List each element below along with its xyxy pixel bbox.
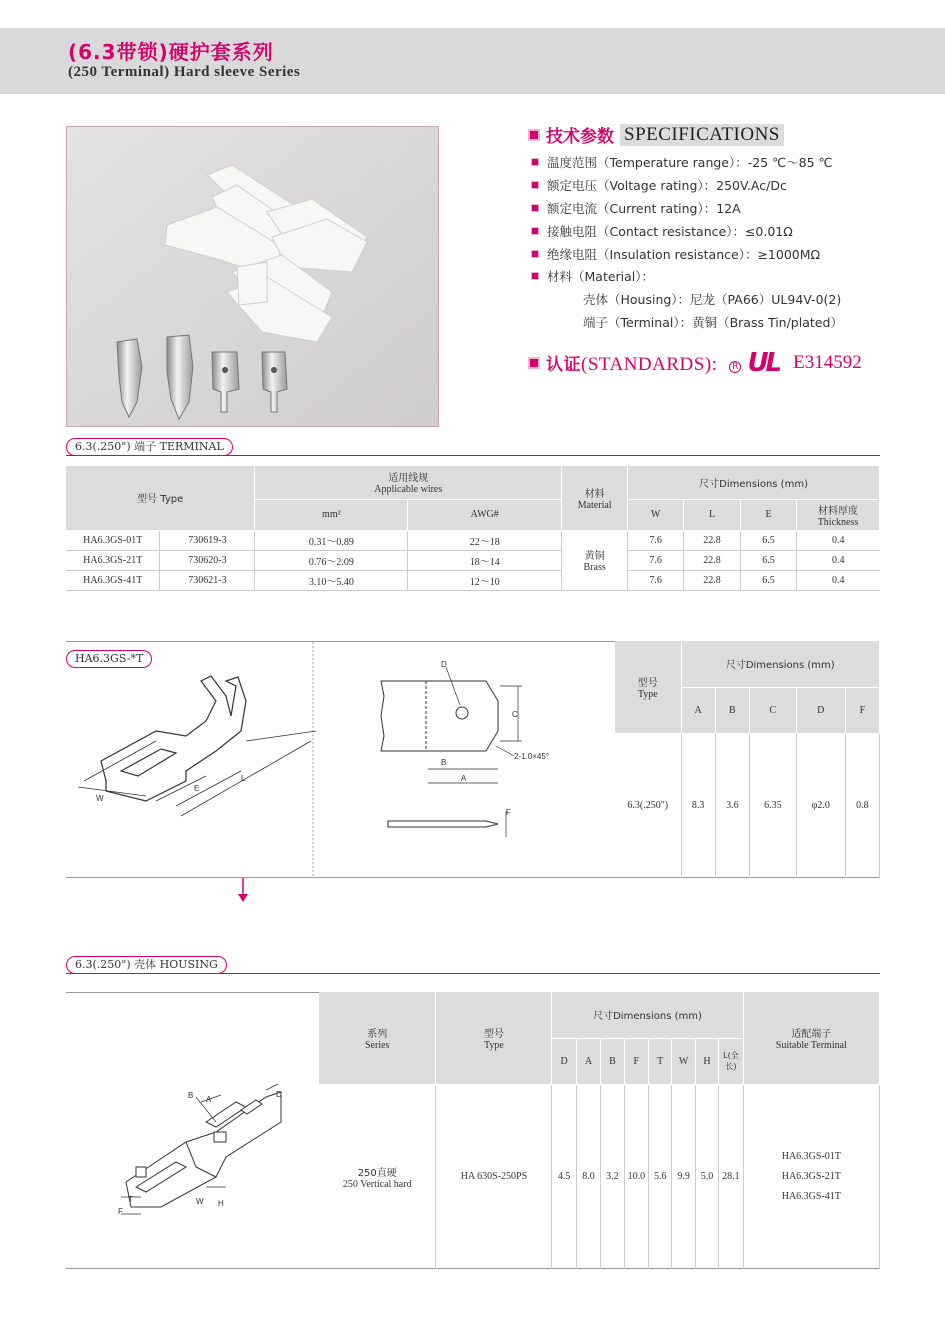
- product-photo: [66, 126, 439, 427]
- spec-text: 额定电压（Voltage rating）：250V.Ac/Dc: [547, 178, 787, 193]
- col-d: D: [552, 1038, 576, 1084]
- label-t: T: [128, 1195, 133, 1204]
- col-series: 系列 Series: [319, 992, 436, 1084]
- bullet-icon: [531, 272, 539, 280]
- spec-item: [531, 199, 741, 217]
- cell-mm2: 0.31～0.89: [255, 530, 408, 550]
- terminal-section-tag: 6.3(.250") 端子 TERMINAL: [66, 438, 233, 456]
- bullet-icon: [528, 357, 540, 369]
- label-l: L: [241, 774, 246, 783]
- col-dimensions: 尺寸Dimensions (mm): [681, 641, 880, 687]
- label-w: W: [96, 794, 104, 803]
- col-awg: AWG#: [408, 499, 562, 530]
- page-title-en: (250 Terminal) Hard sleeve Series: [68, 64, 301, 80]
- col-dimensions: 尺寸Dimensions (mm): [552, 992, 743, 1038]
- col-type: 型号 Type: [436, 992, 552, 1084]
- col-h: H: [695, 1038, 718, 1084]
- cell-e: 6.5: [741, 570, 797, 590]
- col-material: 材料 Material: [562, 466, 628, 530]
- table-row: [615, 733, 880, 878]
- standards-label-en: (STANDARDS):: [581, 354, 718, 375]
- label-w: W: [196, 1197, 204, 1206]
- col-mm2: mm²: [255, 499, 408, 530]
- page-title-cn: (6.3带锁)硬护套系列: [68, 40, 274, 64]
- cell-w: 7.6: [628, 530, 684, 550]
- cell-awg: 22～18: [408, 530, 562, 550]
- col-thickness: 材料厚度 Thickness: [796, 499, 879, 530]
- col-d: D: [796, 687, 845, 733]
- bullet-icon: [528, 129, 540, 141]
- cell-l: 22.8: [684, 570, 741, 590]
- cell-thickness: 0.4: [796, 570, 879, 590]
- col-b: B: [601, 1038, 624, 1084]
- specs-heading: [528, 122, 784, 147]
- col-w: W: [628, 499, 684, 530]
- table-row: [66, 550, 880, 570]
- col-e: E: [741, 499, 797, 530]
- label-f: F: [118, 1207, 123, 1216]
- label-c: C: [512, 710, 518, 719]
- cell-f: 0.8: [845, 733, 879, 878]
- col-type: 型号 Type: [66, 466, 255, 530]
- col-b: B: [715, 687, 749, 733]
- spec-material-terminal: 端子（Terminal）：黄铜（Brass Tin/plated）: [583, 315, 843, 330]
- col-a: A: [576, 1038, 600, 1084]
- cell-t: 5.6: [649, 1084, 672, 1269]
- cell-b: 3.2: [601, 1084, 624, 1269]
- housing-drawing: [66, 992, 319, 1269]
- col-l: L(全长): [719, 1038, 743, 1084]
- label-a: A: [206, 1095, 212, 1104]
- cell-series: 250直硬 250 Vertical hard: [319, 1084, 436, 1269]
- cell-d: 4.5: [552, 1084, 576, 1269]
- spec-text: 绝缘电阻（Insulation resistance）：≥1000MΩ: [547, 247, 821, 262]
- standards-label: [546, 350, 717, 376]
- spec-item: [531, 153, 833, 171]
- col-suitable: 适配端子 Suitable Terminal: [743, 992, 879, 1084]
- spec-text: 材料（Material）：: [547, 269, 655, 284]
- label-h: H: [218, 1199, 224, 1208]
- bullet-icon: [531, 250, 539, 258]
- col-c: C: [749, 687, 796, 733]
- cell-e: 6.5: [741, 550, 797, 570]
- cell-model: HA6.3GS-41T: [66, 570, 160, 590]
- cell-material: 黄铜 Brass: [562, 530, 628, 590]
- cell-code: 730619-3: [160, 530, 255, 550]
- terminal-drawings: [66, 641, 616, 878]
- spec-text: 额定电流（Current rating）：12A: [547, 201, 741, 216]
- spec-item: [531, 245, 820, 263]
- cell-b: 3.6: [715, 733, 749, 878]
- cell-model: HA6.3GS-01T: [66, 530, 160, 550]
- table-row: [66, 570, 880, 590]
- spec-item: [531, 267, 654, 285]
- label-a: A: [461, 774, 467, 783]
- col-dimensions: 尺寸Dimensions (mm): [628, 466, 880, 499]
- cell-w: 9.9: [672, 1084, 695, 1269]
- cell-mm2: 0.76～2.09: [255, 550, 408, 570]
- terminal-dim-table: [615, 641, 880, 878]
- cell-type: 6.3(.250"): [615, 733, 681, 878]
- cell-h: 5.0: [695, 1084, 718, 1269]
- cell-l: 22.8: [684, 550, 741, 570]
- cell-e: 6.5: [741, 530, 797, 550]
- label-chamfer: 2-1.0×45°: [514, 752, 550, 761]
- cell-a: 8.0: [576, 1084, 600, 1269]
- label-d: D: [276, 1090, 282, 1099]
- spec-text: 温度范围（Temperature range）：-25 ℃～85 ℃: [547, 155, 833, 170]
- spec-item: [531, 222, 793, 240]
- cell-mm2: 3.10～5.40: [255, 570, 408, 590]
- col-l: L: [684, 499, 741, 530]
- label-e: E: [194, 784, 200, 793]
- cell-w: 7.6: [628, 550, 684, 570]
- bullet-icon: [531, 181, 539, 189]
- ul-logo-icon: UL: [747, 348, 780, 378]
- label-b: B: [188, 1091, 194, 1100]
- cell-a: 8.3: [681, 733, 715, 878]
- cell-code: 730621-3: [160, 570, 255, 590]
- table-row: [66, 530, 880, 550]
- specs-heading-cn: 技术参数: [546, 127, 614, 147]
- standards-label-cn: 认证: [546, 355, 581, 375]
- cell-type: HA 630S-250PS: [436, 1084, 552, 1269]
- cell-c: 6.35: [749, 733, 796, 878]
- cell-thickness: 0.4: [796, 530, 879, 550]
- cell-suitable: HA6.3GS-01T HA6.3GS-21T HA6.3GS-41T: [743, 1084, 879, 1269]
- housing-spec-table: [319, 992, 880, 1269]
- cell-code: 730620-3: [160, 550, 255, 570]
- terminal-spec-table: [66, 466, 880, 591]
- spec-item: [531, 176, 787, 194]
- label-b: B: [441, 758, 447, 767]
- cell-l: 22.8: [684, 530, 741, 550]
- down-arrow-icon: [236, 878, 250, 904]
- spec-material-housing: 壳体（Housing）：尼龙（PA66）UL94V-0(2): [583, 292, 842, 307]
- col-a: A: [681, 687, 715, 733]
- standards-line: [528, 348, 862, 378]
- cell-f: 10.0: [624, 1084, 648, 1269]
- cell-w: 7.6: [628, 570, 684, 590]
- specs-heading-en: SPECIFICATIONS: [620, 124, 784, 146]
- col-f: F: [845, 687, 879, 733]
- bullet-icon: [531, 158, 539, 166]
- certificate-number: E314592: [793, 352, 862, 373]
- housing-section-tag: 6.3(.250") 壳体 HOUSING: [66, 956, 227, 974]
- cell-d: φ2.0: [796, 733, 845, 878]
- label-f: F: [506, 808, 511, 817]
- col-type: 型号 Type: [615, 641, 681, 733]
- cell-awg: 12～10: [408, 570, 562, 590]
- col-w: W: [672, 1038, 695, 1084]
- col-t: T: [649, 1038, 672, 1084]
- bullet-icon: [531, 227, 539, 235]
- label-d: D: [441, 660, 447, 669]
- terminal-drawing-tag: HA6.3GS-*T: [66, 650, 152, 668]
- cell-l: 28.1: [719, 1084, 743, 1269]
- spec-text: 接触电阻（Contact resistance）：≤0.01Ω: [547, 224, 793, 239]
- registered-mark-icon: R: [729, 361, 741, 373]
- table-row: [319, 1084, 880, 1269]
- bullet-icon: [531, 204, 539, 212]
- cell-thickness: 0.4: [796, 550, 879, 570]
- col-wires: 适用线规 Applicable wires: [255, 466, 562, 499]
- cell-model: HA6.3GS-21T: [66, 550, 160, 570]
- cell-awg: 18～14: [408, 550, 562, 570]
- col-f: F: [624, 1038, 648, 1084]
